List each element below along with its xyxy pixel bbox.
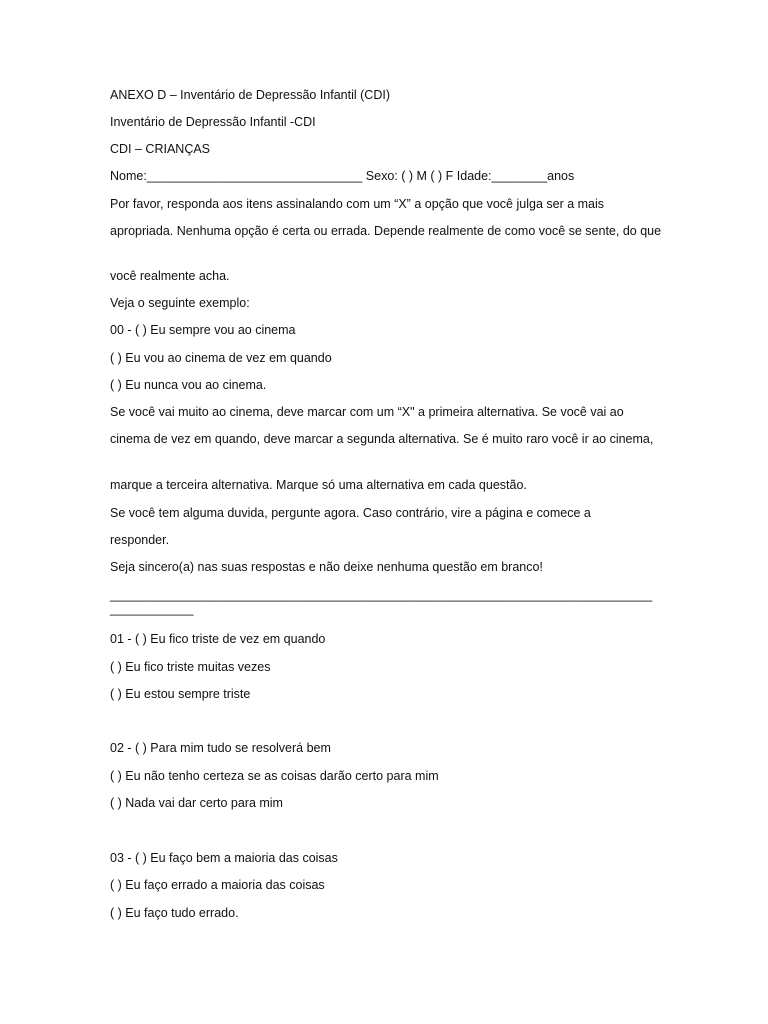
question-option — [110, 851, 670, 865]
question-option: ( ) Eu não tenho certeza se as coisas darão certo para mim — [110, 769, 439, 783]
question-option: ( ) Eu fico triste muitas vezes — [110, 660, 271, 674]
intro-paragraph-line: Veja o seguinte exemplo: — [110, 296, 250, 310]
example-number: 00 - — [110, 323, 136, 337]
example-option: ( ) Eu vou ao cinema de vez em quando — [110, 351, 332, 365]
separator-line: __________________________________________________________________________________________ — [110, 588, 653, 616]
question-option-text: ( ) Eu faço bem a maioria das coisas — [135, 851, 338, 865]
form-line: Nome:_______________________________ Sexo: ( ) M ( ) F Idade:________anos — [110, 169, 575, 183]
explanation-line: cinema de vez em quando, deve marcar a segunda alternativa. Se é muito raro você ir ao cinema, — [110, 432, 654, 446]
example-option — [110, 323, 670, 337]
intro-paragraph-line: Por favor, responda aos itens assinalando com um “X” a opção que você julga ser a mais — [110, 197, 605, 211]
question-option: ( ) Eu faço tudo errado. — [110, 906, 239, 920]
question-option: ( ) Nada vai dar certo para mim — [110, 796, 283, 810]
document-subheading: Inventário de Depressão Infantil -CDI — [110, 115, 316, 129]
explanation-line: Se você vai muito ao cinema, deve marcar com um “X" a primeira alternativa. Se você vai ao — [110, 405, 624, 419]
question-number: 01 - — [110, 632, 136, 646]
question-option: ( ) Eu faço errado a maioria das coisas — [110, 878, 325, 892]
question-option-text: ( ) Para mim tudo se resolverá bem — [135, 741, 331, 755]
question-number: 02 - — [110, 741, 136, 755]
explanation-line: Se você tem alguma duvida, pergunte agora. Caso contrário, vire a página e comece a — [110, 506, 591, 520]
explanation-line: marque a terceira alternativa. Marque só uma alternativa em cada questão. — [110, 478, 527, 492]
explanation-line: Seja sincero(a) nas suas respostas e não deixe nenhuma questão em branco! — [110, 560, 543, 574]
question-option-text: ( ) Eu fico triste de vez em quando — [135, 632, 326, 646]
intro-paragraph-line: você realmente acha. — [110, 269, 230, 283]
question-option: ( ) Eu estou sempre triste — [110, 687, 251, 701]
question-option — [110, 741, 670, 755]
explanation-line: responder. — [110, 533, 170, 547]
question-number: 03 - — [110, 851, 136, 865]
example-option: ( ) Eu nunca vou ao cinema. — [110, 378, 267, 392]
section-title: CDI – CRIANÇAS — [110, 142, 211, 156]
document-heading: ANEXO D – Inventário de Depressão Infantil (CDI) — [110, 88, 390, 102]
intro-paragraph-line: apropriada. Nenhuma opção é certa ou errada. Depende realmente de como você se sente, do que — [110, 224, 662, 238]
example-option-text: ( ) Eu sempre vou ao cinema — [135, 323, 296, 337]
question-option — [110, 632, 670, 646]
